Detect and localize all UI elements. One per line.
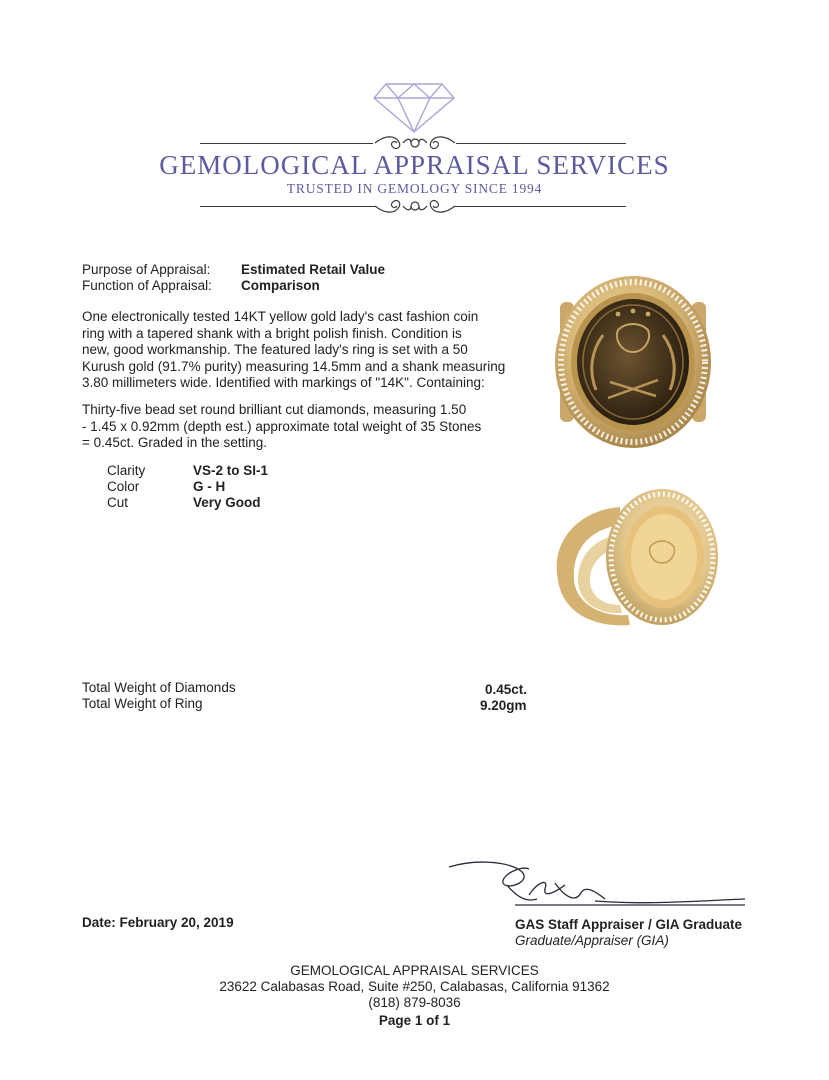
company-logo-title: GEMOLOGICAL APPRAISAL SERVICES bbox=[159, 150, 670, 180]
description-line: Kurush gold (91.7% purity) measuring 14.5mm and a shank measuring bbox=[82, 358, 506, 374]
logo-bottom-rule-right bbox=[454, 206, 626, 207]
cut-label: Cut bbox=[107, 495, 129, 510]
appraiser-signature bbox=[445, 855, 750, 915]
ring-top-view-photo bbox=[548, 270, 718, 455]
footer-address: 23622 Calabasas Road, Suite #250, Calabasas, California 91362 bbox=[219, 979, 610, 994]
diamond-line: - 1.45 x 0.92mm (depth est.) approximate total weight of 35 Stones bbox=[82, 418, 482, 434]
description-line: One electronically tested 14KT yellow gold lady's cast fashion coin bbox=[82, 309, 479, 324]
function-label: Function of Appraisal: bbox=[82, 278, 212, 293]
appraiser-subtitle: Graduate/Appraiser (GIA) bbox=[515, 933, 669, 948]
diamond-description bbox=[82, 402, 532, 452]
footer-phone: (818) 879-8036 bbox=[368, 995, 461, 1010]
cut-value: Very Good bbox=[193, 495, 261, 510]
description-line: new, good workmanship. The featured lady's ring is set with a 50 bbox=[82, 342, 468, 357]
total-diamonds-label: Total Weight of Diamonds bbox=[82, 680, 236, 695]
diamond-logo-icon bbox=[372, 80, 456, 134]
clarity-value: VS-2 to SI-1 bbox=[193, 463, 269, 478]
total-ring-value: 9.20gm bbox=[480, 698, 527, 713]
appraisal-date: Date: February 20, 2019 bbox=[82, 915, 234, 930]
color-label: Color bbox=[107, 479, 140, 494]
diamond-line: = 0.45ct. Graded in the setting. bbox=[82, 435, 267, 450]
bottom-scroll-ornament-icon bbox=[373, 196, 457, 218]
logo-top-rule bbox=[200, 143, 373, 144]
footer-company: GEMOLOGICAL APPRAISAL SERVICES bbox=[290, 963, 539, 978]
total-ring-label: Total Weight of Ring bbox=[82, 696, 203, 711]
logo-top-rule-right bbox=[456, 143, 626, 144]
purpose-value: Estimated Retail Value bbox=[241, 262, 386, 277]
purpose-label: Purpose of Appraisal: bbox=[82, 262, 211, 277]
clarity-label: Clarity bbox=[107, 463, 146, 478]
function-value: Comparison bbox=[241, 278, 320, 293]
logo-bottom-rule bbox=[200, 206, 375, 207]
description-line: ring with a tapered shank with a bright polish finish. Condition is bbox=[82, 325, 462, 341]
company-tagline: TRUSTED IN GEMOLOGY SINCE 1994 bbox=[286, 181, 543, 196]
total-diamonds-value: 0.45ct. bbox=[485, 682, 528, 697]
description-line: 3.80 millimeters wide. Identified with markings of "14K". Containing: bbox=[82, 375, 485, 390]
diamond-line: Thirty-five bead set round brilliant cut diamonds, measuring 1.50 bbox=[82, 402, 467, 417]
ring-side-view-photo bbox=[550, 485, 720, 630]
page-number: Page 1 of 1 bbox=[378, 1013, 451, 1028]
item-description bbox=[82, 309, 532, 392]
color-value: G - H bbox=[193, 479, 226, 494]
appraiser-title: GAS Staff Appraiser / GIA Graduate bbox=[515, 917, 743, 932]
